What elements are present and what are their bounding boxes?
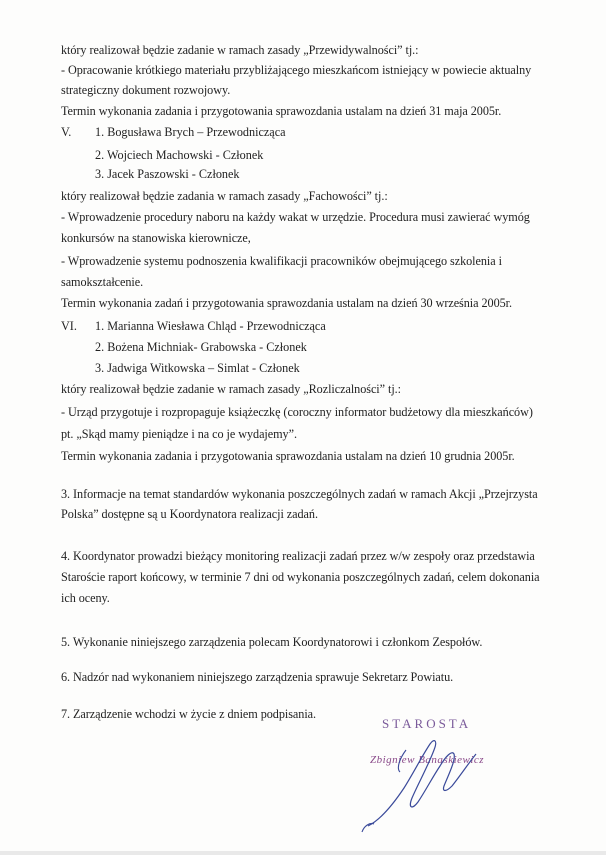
sec4-role-line: który realizował będzie zadanie w ramach zasady „Przewidywalności” tj.: (61, 43, 419, 57)
sec4-task-line: - Opracowanie krótkiego materiału przybliżającego mieszkańcom istniejący w powiecie aktualny (61, 63, 532, 77)
stamp-title: STAROSTA (382, 716, 472, 731)
sec6-deadline: Termin wykonania zadania i przygotowania sprawozdania ustalam na dzień 10 grudnia 2005r. (61, 449, 515, 463)
paragraph-4-cont: Staroście raport końcowy, w terminie 7 dni od wykonania poszczególnych zadań, celem dokonania (61, 570, 540, 584)
paragraph-3-cont: Polska” dostępne są u Koordynatora realizacji zadań. (61, 507, 318, 521)
stamp-name: Zbigniew Banaśkiewicz (370, 754, 485, 766)
paragraph-3: 3. Informacje na temat standardów wykonania poszczególnych zadań w ramach Akcji „Przejrzysta (61, 487, 538, 501)
paragraph-5: 5. Wykonanie niniejszego zarządzenia polecam Koordynatorowi i członkom Zespołów. (61, 635, 483, 649)
section-number-v: V. (61, 125, 72, 139)
paragraph-7: 7. Zarządzenie wchodzi w życie z dniem podpisania. (61, 707, 317, 721)
scan-edge (0, 851, 606, 855)
sec5-member-1: 1. Bogusława Brych – Przewodnicząca (95, 125, 286, 139)
sec4-deadline: Termin wykonania zadania i przygotowania sprawozdania ustalam na dzień 31 maja 2005r. (61, 104, 502, 118)
paragraph-4: 4. Koordynator prowadzi bieżący monitoring realizacji zadań przez w/w zespoły oraz przedstawia (61, 549, 535, 563)
sec6-task-line-cont: pt. „Skąd mamy pieniądze i na co je wydajemy”. (61, 427, 297, 441)
sec5-task-line-cont: konkursów na stanowiska kierownicze, (61, 231, 251, 245)
sec6-member-3: 3. Jadwiga Witkowska – Simlat - Członek (95, 361, 300, 375)
sec6-role-line: który realizował będzie zadanie w ramach zasady „Rozliczalności” tj.: (61, 382, 402, 396)
sec5-member-3: 3. Jacek Paszowski - Członek (95, 167, 240, 181)
sec6-member-2: 2. Bożena Michniak- Grabowska - Członek (95, 340, 307, 354)
sec5-task-line: - Wprowadzenie procedury naboru na każdy wakat w urzędzie. Procedura musi zawierać wymóg (61, 210, 530, 224)
sec6-member-1: 1. Marianna Wiesława Chląd - Przewodnicząca (95, 319, 326, 333)
sec5-task-line: - Wprowadzenie systemu podnoszenia kwalifikacji pracowników obejmującego szkolenia i (61, 254, 502, 268)
section-number-vi: VI. (61, 319, 77, 333)
sec5-deadline: Termin wykonania zadań i przygotowania sprawozdania ustalam na dzień 30 września 2005r. (61, 296, 512, 310)
sec4-task-line-cont: strategiczny dokument rozwojowy. (61, 83, 231, 97)
handwritten-signature (360, 728, 510, 838)
sec6-task-line: - Urząd przygotuje i rozpropaguje książeczkę (coroczny informator budżetowy dla mieszkańców) (61, 405, 533, 419)
sec5-task-line-cont: samokształcenie. (61, 275, 144, 289)
paragraph-4-cont: ich oceny. (61, 591, 110, 605)
sec5-role-line: który realizował będzie zadania w ramach zasady „Fachowości” tj.: (61, 189, 388, 203)
paragraph-6: 6. Nadzór nad wykonaniem niniejszego zarządzenia sprawuje Sekretarz Powiatu. (61, 670, 454, 684)
sec5-member-2: 2. Wojciech Machowski - Członek (95, 148, 264, 162)
